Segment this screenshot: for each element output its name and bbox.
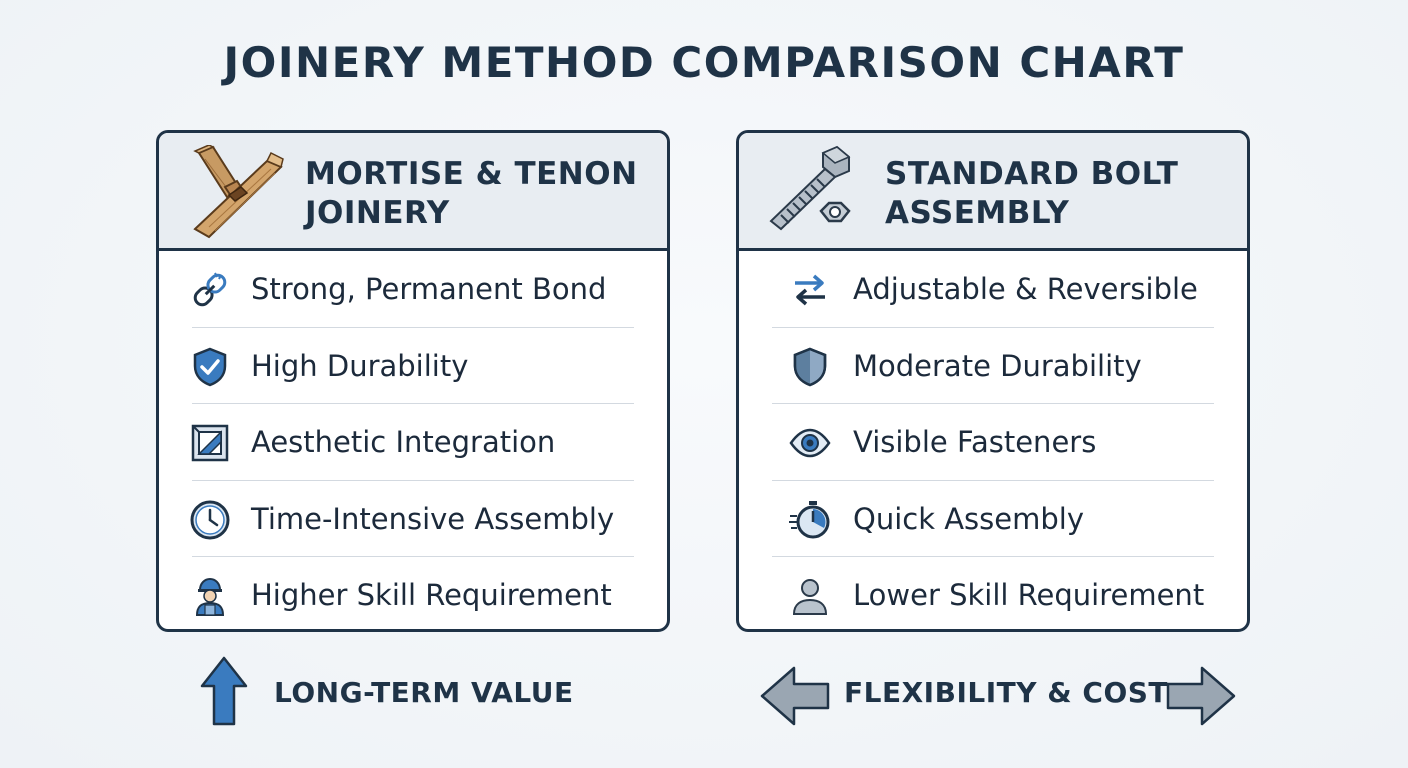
item-label: Adjustable & Reversible: [853, 272, 1198, 306]
worker-icon: [189, 575, 231, 617]
item-label: Higher Skill Requirement: [251, 578, 612, 613]
standard-bolt-title-line2: ASSEMBLY: [885, 195, 1070, 231]
long-term-value-label: LONG-TERM VALUE: [274, 676, 574, 709]
list-item: [739, 328, 1247, 405]
mortise-tenon-card: [156, 130, 670, 632]
standard-bolt-card: [736, 130, 1250, 632]
stopwatch-icon: [789, 499, 831, 541]
item-label: Strong, Permanent Bond: [251, 272, 607, 306]
list-item: [159, 557, 667, 632]
swap-arrows-icon: [789, 269, 831, 311]
standard-bolt-card-header: [739, 133, 1247, 251]
list-item: [159, 251, 667, 328]
item-label: Moderate Durability: [853, 348, 1142, 383]
bolt-nut-icon: [765, 145, 865, 239]
list-item: [739, 404, 1247, 481]
eye-icon: [789, 422, 831, 464]
flexibility-cost-label: FLEXIBILITY & COST: [844, 676, 1169, 709]
joint-square-icon: [189, 422, 231, 464]
person-icon: [789, 575, 831, 617]
list-item: [159, 404, 667, 481]
list-item: [739, 251, 1247, 328]
mortise-tenon-title-line1: MORTISE & TENON: [305, 156, 638, 192]
list-item: [159, 328, 667, 405]
mortise-tenon-card-header: [159, 133, 667, 251]
item-label: Time-Intensive Assembly: [251, 501, 615, 536]
shield-icon: [789, 346, 831, 388]
mortise-tenon-card-title: [305, 155, 665, 233]
clock-icon: [189, 499, 231, 541]
item-label: Aesthetic Integration: [251, 425, 556, 460]
list-item: [739, 557, 1247, 632]
chart-title: JOINERY METHOD COMPARISON CHART: [223, 38, 1185, 87]
right-arrow-icon: [1166, 666, 1236, 726]
mortise-tenon-title-line2: JOINERY: [305, 195, 450, 231]
list-item: [159, 481, 667, 558]
item-label: Visible Fasteners: [853, 425, 1097, 460]
mortise-tenon-wood-icon: [185, 145, 285, 239]
standard-bolt-card-title: [885, 155, 1245, 233]
shield-check-icon: [189, 346, 231, 388]
up-arrow-icon: [200, 656, 248, 726]
item-label: Lower Skill Requirement: [853, 578, 1205, 613]
standard-bolt-attribute-list: [739, 251, 1247, 632]
mortise-tenon-attribute-list: [159, 251, 667, 632]
chain-link-icon: [189, 269, 231, 311]
item-label: High Durability: [251, 348, 469, 383]
standard-bolt-title-line1: STANDARD BOLT: [885, 156, 1179, 192]
item-label: Quick Assembly: [853, 501, 1084, 536]
list-item: [739, 481, 1247, 558]
left-arrow-icon: [760, 666, 830, 726]
